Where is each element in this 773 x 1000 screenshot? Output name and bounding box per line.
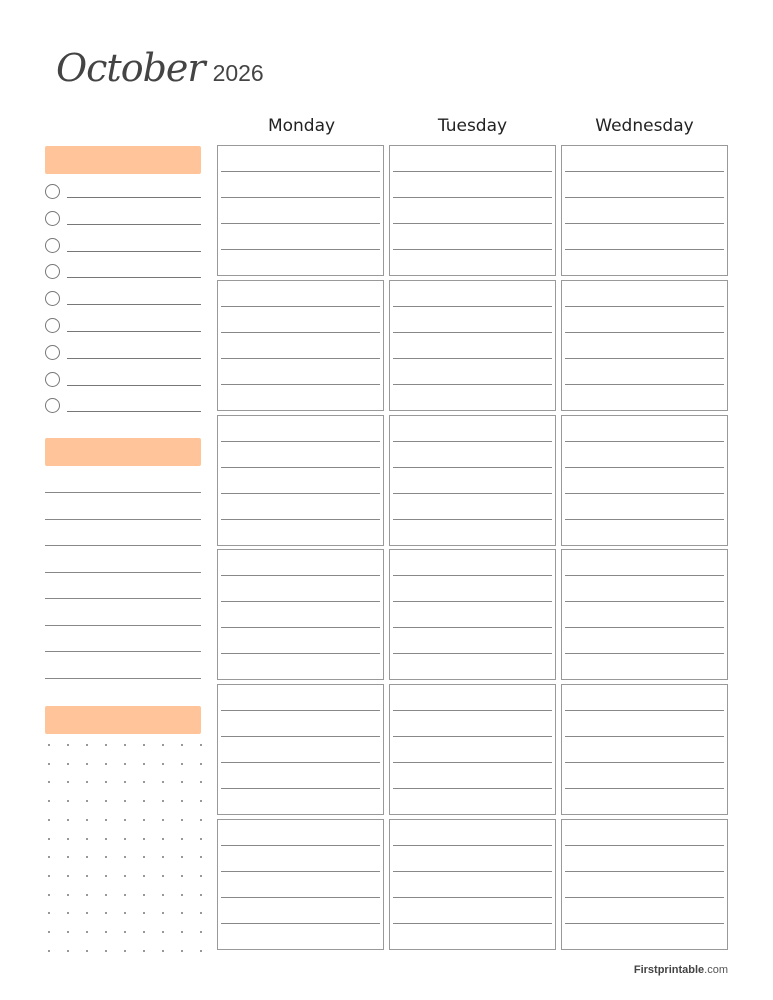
grid-dot <box>105 931 107 933</box>
cell-write-line <box>393 710 552 711</box>
checklist-item[interactable] <box>45 372 201 388</box>
grid-dot <box>162 894 164 896</box>
footer-brand-name: Firstprintable <box>633 964 705 976</box>
grid-dot <box>67 838 69 840</box>
cell-write-line <box>393 627 552 628</box>
grid-dot <box>124 856 126 858</box>
grid-dot <box>124 800 126 802</box>
grid-dot <box>143 931 145 933</box>
cell-write-line <box>221 923 380 924</box>
cell-write-line <box>565 384 724 385</box>
grid-dot <box>143 838 145 840</box>
note-line <box>45 572 201 573</box>
grid-dot <box>48 744 50 746</box>
cell-write-line <box>221 171 380 172</box>
checkbox-circle-icon[interactable] <box>45 211 60 226</box>
note-line <box>45 651 201 652</box>
grid-dot <box>124 894 126 896</box>
cell-write-line <box>393 897 552 898</box>
grid-dot <box>162 931 164 933</box>
grid-dot <box>48 931 50 933</box>
checkbox-circle-icon[interactable] <box>45 184 60 199</box>
cell-write-line <box>565 845 724 846</box>
grid-dot <box>48 912 50 914</box>
checkbox-circle-icon[interactable] <box>45 291 60 306</box>
grid-dot <box>181 894 183 896</box>
day-cell[interactable] <box>561 549 728 680</box>
grid-dot <box>86 894 88 896</box>
cell-write-line <box>221 249 380 250</box>
checklist-item[interactable] <box>45 184 201 200</box>
cell-write-line <box>221 788 380 789</box>
day-cell[interactable] <box>217 415 384 546</box>
cell-write-line <box>221 897 380 898</box>
grid-dot <box>200 856 202 858</box>
grid-dot <box>67 894 69 896</box>
cell-write-line <box>221 871 380 872</box>
checklist-item[interactable] <box>45 398 201 414</box>
grid-dot <box>143 856 145 858</box>
cell-write-line <box>565 627 724 628</box>
grid-dot <box>86 781 88 783</box>
checkbox-circle-icon[interactable] <box>45 372 60 387</box>
grid-dot <box>105 856 107 858</box>
cell-write-line <box>565 871 724 872</box>
grid-dot <box>143 744 145 746</box>
grid-dot <box>143 912 145 914</box>
checklist-header-bar <box>45 146 201 174</box>
day-header-tuesday: Tuesday <box>437 116 508 136</box>
day-header-wednesday: Wednesday <box>595 116 694 136</box>
grid-dot <box>86 800 88 802</box>
cell-write-line <box>393 197 552 198</box>
cell-write-line <box>221 358 380 359</box>
grid-dot <box>86 819 88 821</box>
checkbox-circle-icon[interactable] <box>45 318 60 333</box>
grid-dot <box>162 744 164 746</box>
grid-dot <box>181 819 183 821</box>
grid-dot <box>162 800 164 802</box>
day-cell[interactable] <box>217 145 384 276</box>
grid-dot <box>86 838 88 840</box>
grid-dot <box>162 838 164 840</box>
grid-dot <box>105 819 107 821</box>
grid-dot <box>105 781 107 783</box>
cell-write-line <box>565 653 724 654</box>
grid-dot <box>67 763 69 765</box>
grid-dot <box>200 744 202 746</box>
grid-dot <box>162 763 164 765</box>
cell-write-line <box>565 710 724 711</box>
grid-dot <box>86 931 88 933</box>
cell-write-line <box>221 441 380 442</box>
cell-write-line <box>393 441 552 442</box>
grid-dot <box>48 875 50 877</box>
checkbox-circle-icon[interactable] <box>45 398 60 413</box>
cell-write-line <box>565 736 724 737</box>
grid-dot <box>200 838 202 840</box>
grid-dot <box>105 894 107 896</box>
grid-dot <box>67 950 69 952</box>
note-line <box>45 545 201 546</box>
notes-header-bar <box>45 438 201 466</box>
grid-dot <box>162 950 164 952</box>
day-header-monday: Monday <box>267 116 336 136</box>
grid-dot <box>124 838 126 840</box>
grid-dot <box>200 781 202 783</box>
grid-dot <box>86 744 88 746</box>
checklist-write-line <box>67 358 201 359</box>
cell-write-line <box>393 223 552 224</box>
grid-dot <box>124 950 126 952</box>
grid-dot <box>162 819 164 821</box>
cell-write-line <box>221 197 380 198</box>
grid-dot <box>124 781 126 783</box>
grid-dot <box>143 763 145 765</box>
page-title <box>56 46 264 90</box>
cell-write-line <box>565 171 724 172</box>
grid-dot <box>124 875 126 877</box>
grid-dot <box>181 931 183 933</box>
cell-write-line <box>393 384 552 385</box>
grid-dot <box>124 819 126 821</box>
cell-write-line <box>393 493 552 494</box>
cell-write-line <box>565 306 724 307</box>
grid-dot <box>200 894 202 896</box>
day-cell[interactable] <box>389 280 556 411</box>
cell-write-line <box>221 845 380 846</box>
grid-dot <box>200 931 202 933</box>
cell-write-line <box>565 923 724 924</box>
cell-write-line <box>221 601 380 602</box>
cell-write-line <box>565 788 724 789</box>
checklist-write-line <box>67 197 201 198</box>
grid-dot <box>105 875 107 877</box>
day-cell[interactable] <box>561 280 728 411</box>
grid-dot <box>67 856 69 858</box>
grid-dot <box>162 912 164 914</box>
day-cell[interactable] <box>217 819 384 950</box>
checklist-item[interactable] <box>45 211 201 227</box>
cell-write-line <box>221 519 380 520</box>
grid-dot <box>200 763 202 765</box>
grid-dot <box>48 856 50 858</box>
grid-dot <box>200 950 202 952</box>
cell-write-line <box>393 923 552 924</box>
grid-dot <box>200 912 202 914</box>
cell-write-line <box>393 332 552 333</box>
grid-dot <box>67 781 69 783</box>
checklist-item[interactable] <box>45 318 201 334</box>
day-cell[interactable] <box>561 145 728 276</box>
cell-write-line <box>221 762 380 763</box>
checklist-write-line <box>67 277 201 278</box>
note-line <box>45 519 201 520</box>
checklist-write-line <box>67 331 201 332</box>
grid-dot <box>124 763 126 765</box>
grid-dot <box>124 931 126 933</box>
checkbox-circle-icon[interactable] <box>45 264 60 279</box>
grid-dot <box>143 781 145 783</box>
day-cell[interactable] <box>561 684 728 815</box>
day-cell[interactable] <box>217 549 384 680</box>
grid-dot <box>48 950 50 952</box>
grid-dot <box>48 894 50 896</box>
footer-brand-suffix: .com <box>704 964 728 976</box>
cell-write-line <box>221 223 380 224</box>
checklist-write-line <box>67 411 201 412</box>
grid-dot <box>181 950 183 952</box>
grid-dot <box>67 875 69 877</box>
grid-dot <box>143 894 145 896</box>
cell-write-line <box>393 788 552 789</box>
footer-brand <box>634 964 728 976</box>
month-title: October <box>56 46 205 90</box>
grid-dot <box>48 763 50 765</box>
grid-dot <box>67 819 69 821</box>
cell-write-line <box>221 467 380 468</box>
day-cell[interactable] <box>389 145 556 276</box>
grid-dot <box>86 950 88 952</box>
grid-dot <box>181 800 183 802</box>
grid-dot <box>200 875 202 877</box>
cell-write-line <box>565 575 724 576</box>
grid-dot <box>48 781 50 783</box>
cell-write-line <box>393 601 552 602</box>
grid-dot <box>181 875 183 877</box>
grid-dot <box>86 856 88 858</box>
grid-dot <box>105 838 107 840</box>
day-cell[interactable] <box>561 819 728 950</box>
grid-dot <box>105 763 107 765</box>
year-title: 2026 <box>212 60 264 86</box>
grid-dot <box>181 781 183 783</box>
day-cell[interactable] <box>389 819 556 950</box>
cell-write-line <box>393 519 552 520</box>
cell-write-line <box>221 384 380 385</box>
grid-dot <box>67 931 69 933</box>
grid-dot <box>200 819 202 821</box>
grid-dot <box>162 875 164 877</box>
cell-write-line <box>221 332 380 333</box>
note-line <box>45 598 201 599</box>
cell-write-line <box>393 653 552 654</box>
checklist-item[interactable] <box>45 291 201 307</box>
cell-write-line <box>565 249 724 250</box>
grid-dot <box>48 800 50 802</box>
cell-write-line <box>221 736 380 737</box>
cell-write-line <box>221 575 380 576</box>
grid-dot <box>181 744 183 746</box>
cell-write-line <box>221 306 380 307</box>
grid-dot <box>143 819 145 821</box>
checklist-write-line <box>67 224 201 225</box>
grid-dot <box>124 744 126 746</box>
grid-dot <box>67 912 69 914</box>
day-cell[interactable] <box>389 415 556 546</box>
grid-dot <box>105 800 107 802</box>
grid-dot <box>48 819 50 821</box>
cell-write-line <box>565 332 724 333</box>
grid-dot <box>86 763 88 765</box>
grid-dot <box>181 838 183 840</box>
checkbox-circle-icon[interactable] <box>45 238 60 253</box>
grid-dot <box>86 875 88 877</box>
grid-dot <box>181 763 183 765</box>
checklist-write-line <box>67 304 201 305</box>
grid-dot <box>162 781 164 783</box>
cell-write-line <box>565 197 724 198</box>
grid-dot <box>105 744 107 746</box>
cell-write-line <box>393 358 552 359</box>
cell-write-line <box>565 762 724 763</box>
grid-dot <box>105 950 107 952</box>
grid-dot <box>105 912 107 914</box>
grid-dot <box>67 744 69 746</box>
grid-dot <box>200 800 202 802</box>
cell-write-line <box>393 845 552 846</box>
grid-dot <box>143 800 145 802</box>
dot-grid <box>45 740 205 955</box>
cell-write-line <box>393 736 552 737</box>
cell-write-line <box>393 171 552 172</box>
grid-dot <box>181 856 183 858</box>
cell-write-line <box>565 601 724 602</box>
cell-write-line <box>565 897 724 898</box>
cell-write-line <box>565 441 724 442</box>
cell-write-line <box>221 653 380 654</box>
cell-write-line <box>221 493 380 494</box>
cell-write-line <box>565 467 724 468</box>
grid-dot <box>143 950 145 952</box>
checklist-write-line <box>67 251 201 252</box>
grid-dot <box>67 800 69 802</box>
cell-write-line <box>565 223 724 224</box>
checklist-write-line <box>67 385 201 386</box>
note-line <box>45 625 201 626</box>
grid-dot <box>86 912 88 914</box>
day-cell[interactable] <box>389 684 556 815</box>
note-line <box>45 492 201 493</box>
checklist-item[interactable] <box>45 238 201 254</box>
checklist-item[interactable] <box>45 264 201 280</box>
grid-dot <box>124 912 126 914</box>
cell-write-line <box>565 519 724 520</box>
cell-write-line <box>565 493 724 494</box>
day-cell[interactable] <box>561 415 728 546</box>
day-cell[interactable] <box>389 549 556 680</box>
grid-dot <box>162 856 164 858</box>
day-cell[interactable] <box>217 280 384 411</box>
cell-write-line <box>393 249 552 250</box>
cell-write-line <box>393 871 552 872</box>
checkbox-circle-icon[interactable] <box>45 345 60 360</box>
cell-write-line <box>565 358 724 359</box>
cell-write-line <box>221 627 380 628</box>
cell-write-line <box>221 710 380 711</box>
grid-dot <box>48 838 50 840</box>
day-cell[interactable] <box>217 684 384 815</box>
cell-write-line <box>393 575 552 576</box>
cell-write-line <box>393 306 552 307</box>
note-line <box>45 678 201 679</box>
checklist-item[interactable] <box>45 345 201 361</box>
grid-dot <box>143 875 145 877</box>
cell-write-line <box>393 762 552 763</box>
dotgrid-header-bar <box>45 706 201 734</box>
grid-dot <box>181 912 183 914</box>
cell-write-line <box>393 467 552 468</box>
